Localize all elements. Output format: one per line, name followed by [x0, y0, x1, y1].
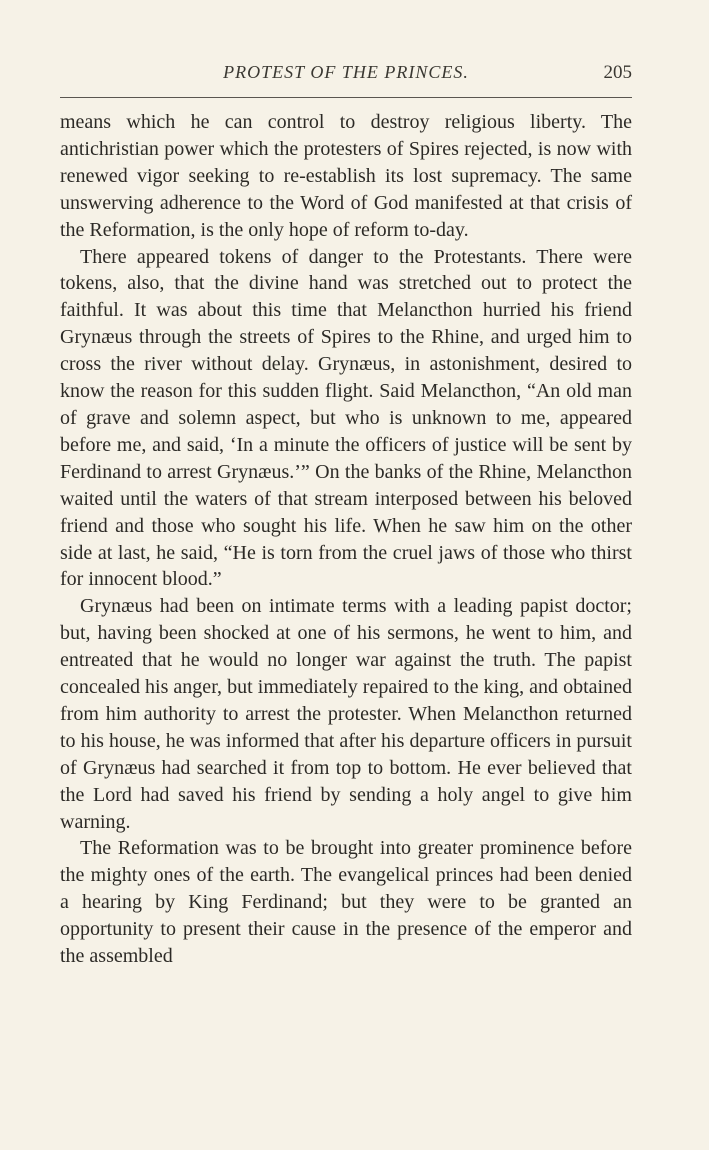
- header-rule: [60, 97, 632, 98]
- page-header: [60, 60, 632, 90]
- paragraph-1: means which he can control to destroy religious liberty. The antichristian power which the protesters of Spires rejected, is now with renewed vigor seeking to re-establish its lost supremacy. The same unswerving adherence to the Word of God manifested at that crisis of the Reformation, is the only hope of reform to-day.: [60, 111, 632, 241]
- paragraph-3: Grynæus had been on intimate terms with a leading papist doctor; but, having been shocked at one of his sermons, he went to him, and entreated that he would no longer war against the truth. The papist concealed his anger, but immediately repaired to the king, and obtained from him authority to arrest the protester. When Melancthon returned to his house, he was informed that after his departure officers in pursuit of Grynæus had searched it from top to bottom. He ever believed that the Lord had saved his friend by sending a holy angel to give him warning.: [60, 595, 632, 833]
- paragraph-4: The Reformation was to be brought into greater prominence before the mighty ones of the earth. The evangelical princes had been denied a hearing by King Ferdinand; but they were to be granted an opportunity to present their cause in the presence of the emperor and the assembled: [60, 837, 632, 968]
- paragraph-2: There appeared tokens of danger to the Protestants. There were tokens, also, that the divine hand was stretched out to protect the faithful. It was about this time that Melancthon hurried his friend Grynæus through the streets of Spires to the Rhine, and urged him to cross the river without delay. Grynæus, in astonishment, desired to know the reason for this sudden flight. Said Melancthon, “An old man of grave and solemn aspect, but who is unknown to me, appeared before me, and said, ‘In a minute the officers of justice will be sent by Ferdinand to arrest Grynæus.’” On the banks of the Rhine, Melancthon waited until the waters of that stream interposed between his beloved friend and those who sought his life. When he saw him on the other side at last, he said, “He is torn from the cruel jaws of those who thirst for innocent blood.”: [60, 245, 632, 591]
- body-text: [60, 109, 632, 970]
- running-head: PROTEST OF THE PRINCES.: [223, 62, 469, 82]
- page-number: 205: [603, 62, 632, 83]
